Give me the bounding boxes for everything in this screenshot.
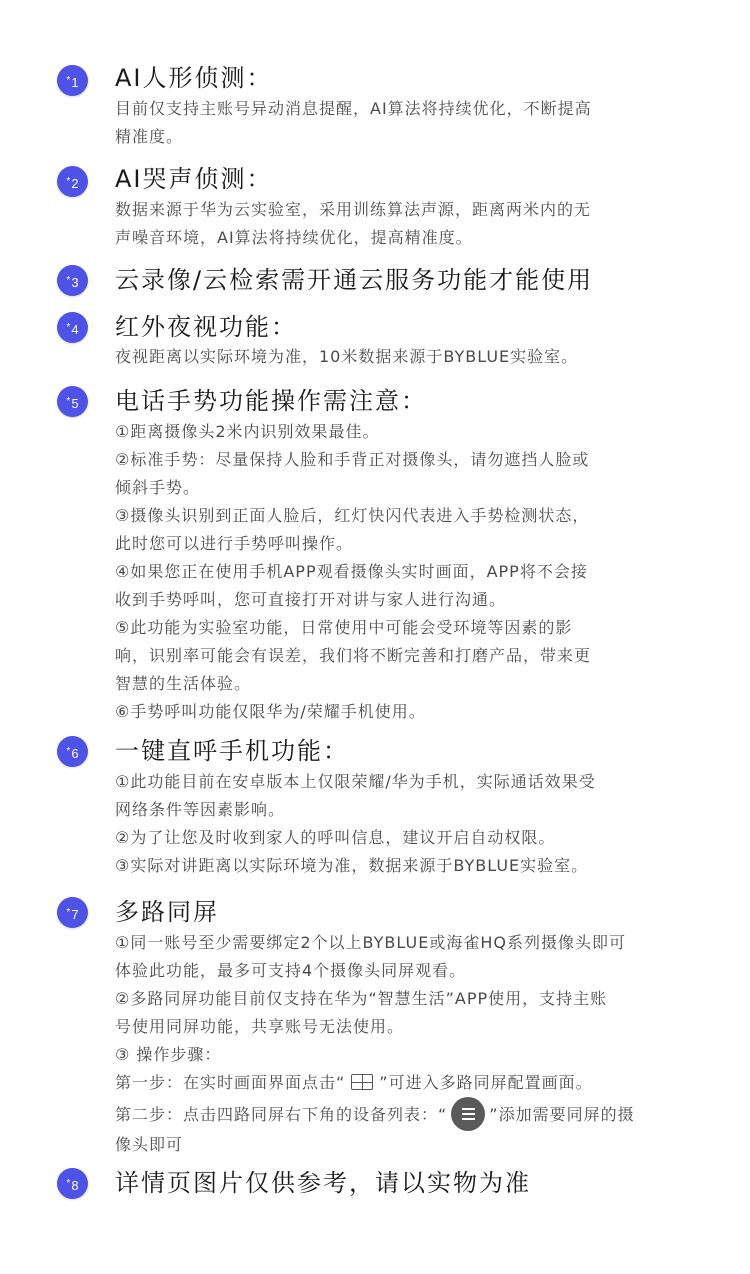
note-badge: *2	[57, 166, 88, 197]
body-line: 数据来源于华为云实验室，采用训练算法声源，距离两米内的无	[115, 200, 592, 219]
body-line: 像头即可	[115, 1135, 184, 1154]
body-line: ②标准手势：尽量保持人脸和手背正对摄像头，请勿遮挡人脸或	[115, 450, 590, 469]
section-title: 电话手势功能操作需注意：	[115, 387, 427, 415]
body-line: 智慧的生活体验。	[115, 674, 252, 693]
body-line: ③摄像头识别到正面人脸后，红灯快闪代表进入手势检测状态，	[115, 506, 590, 525]
note-badge: *8	[57, 1168, 88, 1199]
body-line: 声噪音环境，AI算法将持续优化，提高精准度。	[115, 228, 473, 247]
body-line: ④如果您正在使用手机APP观看摄像头实时画面，APP将不会接	[115, 562, 588, 581]
body-line: 网络条件等因素影响。	[115, 800, 286, 819]
section-title: 多路同屏	[115, 898, 219, 926]
body-line: ③ 操作步骤：	[115, 1045, 222, 1064]
body-line: 夜视距离以实际环境为准，10米数据来源于BYBLUE实验室。	[115, 347, 579, 366]
section-body	[115, 929, 685, 1159]
step-1-line: 第一步：在实时画面界面点击“ ”可进入多路同屏配置画面。	[115, 1073, 593, 1092]
section-title: 一键直呼手机功能：	[115, 737, 349, 765]
body-line: 响，识别率可能会有误差，我们将不断完善和打磨产品，带来更	[115, 646, 592, 665]
body-line: ①此功能目前在安卓版本上仅限荣耀/华为手机，实际通话效果受	[115, 772, 596, 791]
body-line: 此时您可以进行手势呼叫操作。	[115, 534, 354, 553]
body-line: ⑥手势呼叫功能仅限华为/荣耀手机使用。	[115, 702, 426, 721]
section-title: 详情页图片仅供参考，请以实物为准	[115, 1169, 531, 1197]
section-title: 红外夜视功能：	[115, 313, 297, 341]
section-body	[115, 768, 685, 880]
body-line: 目前仅支持主账号异动消息提醒，AI算法将持续优化，不断提高	[115, 99, 592, 118]
section-body	[115, 196, 685, 252]
body-line: ①距离摄像头2米内识别效果最佳。	[115, 422, 380, 441]
section-title: 云录像/云检索需开通云服务功能才能使用	[115, 266, 594, 294]
body-line: ③实际对讲距离以实际环境为准，数据来源于BYBLUE实验室。	[115, 856, 589, 875]
note-badge: *5	[57, 386, 88, 417]
section-body	[115, 418, 685, 726]
section-title: AI哭声侦测：	[115, 165, 273, 193]
body-line: 体验此功能，最多可支持4个摄像头同屏观看。	[115, 961, 467, 980]
section-body	[115, 343, 685, 371]
body-line: 倾斜手势。	[115, 478, 201, 497]
body-line: ②为了让您及时收到家人的呼叫信息，建议开启自动权限。	[115, 828, 556, 847]
note-badge: *6	[57, 736, 88, 767]
section-title: AI人形侦测：	[115, 64, 273, 92]
note-badge: *7	[57, 897, 88, 928]
split-screen-icon	[351, 1074, 373, 1090]
body-line: 精准度。	[115, 127, 184, 146]
body-line: 号使用同屏功能，共享账号无法使用。	[115, 1017, 405, 1036]
note-badge: *3	[57, 265, 88, 296]
body-line: ①同一账号至少需要绑定2个以上BYBLUE或海雀HQ系列摄像头即可	[115, 933, 626, 952]
note-badge: *1	[57, 65, 88, 96]
section-body	[115, 95, 685, 151]
body-line: 收到手势呼叫，您可直接打开对讲与家人进行沟通。	[115, 590, 507, 609]
device-list-icon	[451, 1097, 485, 1131]
body-line: ②多路同屏功能目前仅支持在华为“智慧生活”APP使用，支持主账	[115, 989, 608, 1008]
note-badge: *4	[57, 312, 88, 343]
step-2-line: 第二步：点击四路同屏右下角的设备列表：“ ”添加需要同屏的摄	[115, 1097, 685, 1131]
body-line: ⑤此功能为实验室功能，日常使用中可能会受环境等因素的影	[115, 618, 573, 637]
